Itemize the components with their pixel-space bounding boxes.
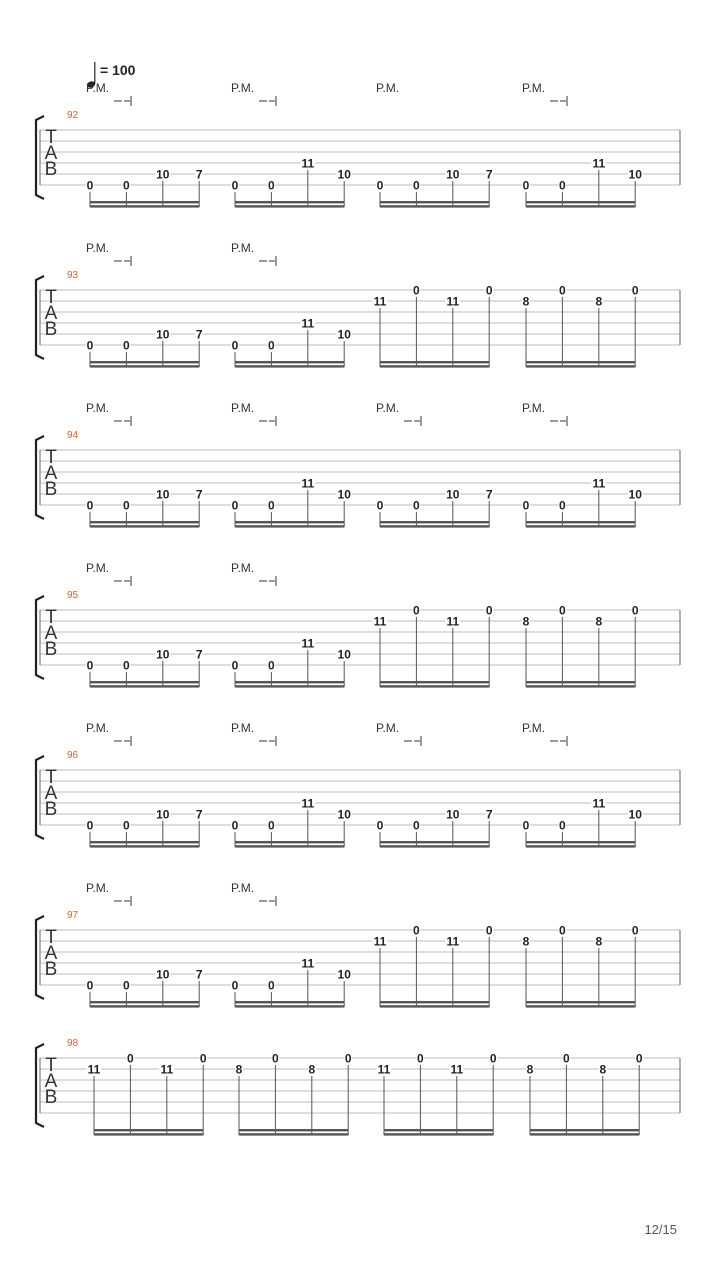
beam-primary <box>90 681 199 683</box>
staff-system-92 <box>36 81 680 208</box>
fret-number: 0 <box>123 498 130 513</box>
fret-number: 0 <box>413 178 420 193</box>
tab-clef-letter: B <box>44 959 58 980</box>
beam-primary <box>526 201 635 203</box>
fret-number: 0 <box>376 178 384 193</box>
fret-number: 10 <box>446 487 460 502</box>
fret-number: 0 <box>86 178 94 193</box>
beam-group <box>87 1052 208 1136</box>
tab-clef-letter: T <box>45 927 57 948</box>
beam-group <box>373 284 494 368</box>
tab-clef-letter: T <box>45 607 57 628</box>
fret-number: 7 <box>195 327 203 342</box>
palm-mute-label: P.M. <box>231 401 255 415</box>
palm-mute-marking <box>376 81 399 95</box>
beam-group <box>231 957 352 1008</box>
fret-number: 11 <box>592 156 606 171</box>
staff-system-96 <box>36 721 680 848</box>
measure-number: 98 <box>67 1038 79 1049</box>
palm-mute-marking <box>86 881 131 906</box>
fret-number: 10 <box>628 807 642 822</box>
fret-number: 11 <box>160 1062 174 1077</box>
beam-primary <box>526 681 635 683</box>
tab-clef-letter: B <box>44 159 58 180</box>
beam-primary <box>380 1001 489 1003</box>
fret-number: 10 <box>156 167 170 182</box>
fret-number: 8 <box>522 294 530 309</box>
fret-number: 0 <box>522 178 530 193</box>
tab-clef-letter: A <box>44 143 58 164</box>
fret-number: 7 <box>195 487 203 502</box>
beam-primary <box>526 841 635 843</box>
palm-mute-marking <box>522 401 567 426</box>
staff-system-95 <box>36 561 680 688</box>
fret-number: 11 <box>301 956 315 971</box>
beam-primary <box>526 1001 635 1003</box>
beam-primary <box>90 1001 199 1003</box>
fret-number: 11 <box>87 1062 101 1077</box>
fret-number: 0 <box>231 498 239 513</box>
fret-number: 0 <box>86 338 94 353</box>
tab-clef-letter: B <box>44 639 58 660</box>
beam-secondary <box>530 1133 639 1135</box>
measure-number: 97 <box>67 910 79 921</box>
tab-clef-letter: A <box>44 1071 58 1092</box>
fret-number: 8 <box>595 934 603 949</box>
fret-number: 0 <box>413 603 420 618</box>
fret-number: 8 <box>235 1062 243 1077</box>
fret-number: 7 <box>195 807 203 822</box>
palm-mute-marking <box>86 561 131 586</box>
fret-number: 10 <box>337 967 351 982</box>
fret-number: 10 <box>446 807 460 822</box>
fret-number: 0 <box>489 1051 497 1066</box>
beam-secondary <box>90 1005 199 1007</box>
palm-mute-label: P.M. <box>231 881 255 895</box>
beam-secondary <box>239 1133 348 1135</box>
palm-mute-label: P.M. <box>376 721 400 735</box>
beam-group <box>373 604 494 688</box>
palm-mute-label: P.M. <box>376 401 400 415</box>
tab-clef-letter: T <box>45 767 57 788</box>
palm-mute-label: P.M. <box>376 81 400 95</box>
palm-mute-label: P.M. <box>522 401 546 415</box>
fret-number: 10 <box>446 167 460 182</box>
beam-secondary <box>526 205 635 207</box>
beam-primary <box>526 361 635 363</box>
fret-number: 10 <box>337 487 351 502</box>
beam-group <box>373 924 494 1008</box>
beam-secondary <box>384 1133 493 1135</box>
beam-secondary <box>235 205 344 207</box>
fret-number: 8 <box>599 1062 607 1077</box>
fret-number: 0 <box>631 603 639 618</box>
beam-secondary <box>526 365 635 367</box>
beam-primary <box>380 361 489 363</box>
tab-clef-letter: T <box>45 1055 57 1076</box>
tab-clef-letter: T <box>45 127 57 148</box>
fret-number: 10 <box>337 167 351 182</box>
measure-number: 93 <box>67 270 79 281</box>
fret-number: 10 <box>156 647 170 662</box>
beam-group <box>522 477 643 528</box>
fret-number: 0 <box>123 658 130 673</box>
beam-secondary <box>90 205 199 207</box>
staff-system-97 <box>36 881 680 1008</box>
beam-secondary <box>90 685 199 687</box>
beam-secondary <box>380 205 489 207</box>
fret-number: 11 <box>373 294 387 309</box>
fret-number: 0 <box>231 978 239 993</box>
fret-number: 11 <box>301 796 315 811</box>
fret-number: 0 <box>563 1051 570 1066</box>
fret-number: 8 <box>522 934 530 949</box>
beam-secondary <box>380 845 489 847</box>
palm-mute-marking <box>86 721 131 746</box>
fret-number: 0 <box>123 818 130 833</box>
beam-secondary <box>235 845 344 847</box>
beam-group <box>231 637 352 688</box>
fret-number: 0 <box>485 603 493 618</box>
fret-number: 0 <box>417 1051 424 1066</box>
fret-number: 11 <box>301 316 315 331</box>
beam-secondary <box>235 365 344 367</box>
beam-primary <box>90 361 199 363</box>
beam-secondary <box>380 365 489 367</box>
fret-number: 0 <box>344 1051 352 1066</box>
beam-secondary <box>90 365 199 367</box>
fret-number: 10 <box>628 167 642 182</box>
fret-number: 0 <box>376 498 384 513</box>
palm-mute-label: P.M. <box>86 401 110 415</box>
palm-mute-label: P.M. <box>231 721 255 735</box>
fret-number: 11 <box>446 294 460 309</box>
palm-mute-label: P.M. <box>86 81 110 95</box>
fret-number: 10 <box>337 807 351 822</box>
staff-system-94 <box>36 401 680 528</box>
fret-number: 0 <box>123 978 130 993</box>
beam-primary <box>530 1129 639 1131</box>
fret-number: 0 <box>268 498 275 513</box>
fret-number: 0 <box>522 818 530 833</box>
palm-mute-marking <box>376 401 421 426</box>
beam-group <box>231 317 352 368</box>
beam-primary <box>235 361 344 363</box>
beam-group <box>231 477 352 528</box>
tab-clef-letter: B <box>44 319 58 340</box>
beam-group <box>522 284 639 368</box>
fret-number: 0 <box>485 283 493 298</box>
palm-mute-label: P.M. <box>86 241 110 255</box>
fret-number: 0 <box>127 1051 134 1066</box>
beam-secondary <box>380 1005 489 1007</box>
fret-number: 10 <box>156 327 170 342</box>
fret-number: 0 <box>231 818 239 833</box>
fret-number: 0 <box>268 818 275 833</box>
measure-number: 92 <box>67 110 79 121</box>
beam-primary <box>90 841 199 843</box>
beam-primary <box>384 1129 493 1131</box>
beam-primary <box>90 201 199 203</box>
beam-primary <box>526 521 635 523</box>
beam-secondary <box>235 525 344 527</box>
beam-secondary <box>526 525 635 527</box>
beam-primary <box>235 1001 344 1003</box>
fret-number: 7 <box>195 167 203 182</box>
measure-number: 94 <box>67 430 79 441</box>
measure-number: 96 <box>67 750 79 761</box>
beam-primary <box>94 1129 203 1131</box>
fret-number: 0 <box>631 923 639 938</box>
tab-clef-letter: T <box>45 287 57 308</box>
fret-number: 10 <box>337 327 351 342</box>
beam-secondary <box>526 1005 635 1007</box>
fret-number: 8 <box>526 1062 534 1077</box>
fret-number: 0 <box>231 338 239 353</box>
fret-number: 11 <box>450 1062 464 1077</box>
palm-mute-marking <box>522 81 567 106</box>
palm-mute-label: P.M. <box>86 881 110 895</box>
palm-mute-marking <box>86 81 131 106</box>
fret-number: 0 <box>559 498 566 513</box>
tab-clef-letter: A <box>44 943 58 964</box>
palm-mute-marking <box>86 241 131 266</box>
fret-number: 7 <box>195 967 203 982</box>
beam-primary <box>239 1129 348 1131</box>
beam-primary <box>90 521 199 523</box>
palm-mute-label: P.M. <box>231 81 255 95</box>
beam-secondary <box>235 1005 344 1007</box>
tab-clef-letter: B <box>44 799 58 820</box>
beam-group <box>522 797 643 848</box>
palm-mute-marking <box>231 881 276 906</box>
fret-number: 0 <box>485 923 493 938</box>
palm-mute-marking <box>86 401 131 426</box>
beam-primary <box>380 521 489 523</box>
fret-number: 0 <box>268 658 275 673</box>
tab-clef-letter: A <box>44 303 58 324</box>
fret-number: 11 <box>446 934 460 949</box>
fret-number: 0 <box>376 818 384 833</box>
beam-secondary <box>526 685 635 687</box>
fret-number: 7 <box>485 807 493 822</box>
fret-number: 0 <box>199 1051 207 1066</box>
fret-number: 0 <box>413 923 420 938</box>
beam-secondary <box>526 845 635 847</box>
page-number: 12/15 <box>644 1222 677 1237</box>
tab-clef-letter: B <box>44 1087 58 1108</box>
fret-number: 0 <box>268 178 275 193</box>
beam-secondary <box>380 685 489 687</box>
fret-number: 10 <box>156 487 170 502</box>
palm-mute-label: P.M. <box>231 241 255 255</box>
fret-number: 11 <box>592 476 606 491</box>
fret-number: 11 <box>592 796 606 811</box>
fret-number: 0 <box>123 178 130 193</box>
fret-number: 0 <box>86 818 94 833</box>
fret-number: 0 <box>635 1051 643 1066</box>
beam-primary <box>380 201 489 203</box>
fret-number: 0 <box>559 923 566 938</box>
beam-primary <box>380 841 489 843</box>
beam-primary <box>235 681 344 683</box>
fret-number: 0 <box>559 178 566 193</box>
palm-mute-marking <box>231 241 276 266</box>
fret-number: 0 <box>231 178 239 193</box>
palm-mute-marking <box>231 561 276 586</box>
beam-secondary <box>90 845 199 847</box>
beam-secondary <box>94 1133 203 1135</box>
beam-group <box>231 157 352 208</box>
fret-number: 0 <box>86 658 94 673</box>
fret-number: 0 <box>231 658 239 673</box>
fret-number: 0 <box>86 978 94 993</box>
palm-mute-label: P.M. <box>231 561 255 575</box>
tab-clef-letter: A <box>44 783 58 804</box>
beam-group <box>522 157 643 208</box>
palm-mute-marking <box>231 401 276 426</box>
fret-number: 10 <box>156 967 170 982</box>
tempo-value: = 100 <box>100 62 136 78</box>
beam-secondary <box>235 685 344 687</box>
beam-group <box>231 797 352 848</box>
staff-system-93 <box>36 241 680 368</box>
fret-number: 0 <box>272 1051 279 1066</box>
palm-mute-label: P.M. <box>86 561 110 575</box>
fret-number: 0 <box>123 338 130 353</box>
fret-number: 11 <box>301 156 315 171</box>
fret-number: 11 <box>373 614 387 629</box>
fret-number: 0 <box>268 978 275 993</box>
fret-number: 10 <box>337 647 351 662</box>
fret-number: 8 <box>595 294 603 309</box>
beam-primary <box>235 521 344 523</box>
fret-number: 0 <box>413 818 420 833</box>
beam-primary <box>235 201 344 203</box>
beam-primary <box>380 681 489 683</box>
tab-clef-letter: A <box>44 623 58 644</box>
fret-number: 0 <box>559 283 566 298</box>
fret-number: 10 <box>156 807 170 822</box>
staff-system-98 <box>36 1038 680 1136</box>
tab-clef-letter: B <box>44 479 58 500</box>
tab-clef-letter: A <box>44 463 58 484</box>
fret-number: 7 <box>195 647 203 662</box>
fret-number: 0 <box>413 498 420 513</box>
fret-number: 11 <box>301 476 315 491</box>
palm-mute-label: P.M. <box>522 81 546 95</box>
palm-mute-marking <box>231 81 276 106</box>
beam-primary <box>235 841 344 843</box>
fret-number: 8 <box>522 614 530 629</box>
palm-mute-marking <box>231 721 276 746</box>
tab-clef-letter: T <box>45 447 57 468</box>
beam-secondary <box>380 525 489 527</box>
beam-group <box>377 1052 498 1136</box>
fret-number: 0 <box>522 498 530 513</box>
fret-number: 0 <box>86 498 94 513</box>
fret-number: 7 <box>485 487 493 502</box>
fret-number: 11 <box>446 614 460 629</box>
fret-number: 0 <box>631 283 639 298</box>
fret-number: 11 <box>301 636 315 651</box>
palm-mute-label: P.M. <box>86 721 110 735</box>
measure-number: 95 <box>67 590 79 601</box>
fret-number: 0 <box>268 338 275 353</box>
fret-number: 11 <box>377 1062 391 1077</box>
fret-number: 0 <box>413 283 420 298</box>
palm-mute-label: P.M. <box>522 721 546 735</box>
fret-number: 8 <box>308 1062 316 1077</box>
fret-number: 11 <box>373 934 387 949</box>
beam-secondary <box>90 525 199 527</box>
fret-number: 0 <box>559 603 566 618</box>
beam-group <box>522 604 639 688</box>
beam-group <box>235 1052 352 1136</box>
fret-number: 10 <box>628 487 642 502</box>
fret-number: 0 <box>559 818 566 833</box>
palm-mute-marking <box>522 721 567 746</box>
beam-group <box>522 924 639 1008</box>
palm-mute-marking <box>376 721 421 746</box>
beam-group <box>526 1052 643 1136</box>
fret-number: 7 <box>485 167 493 182</box>
fret-number: 8 <box>595 614 603 629</box>
